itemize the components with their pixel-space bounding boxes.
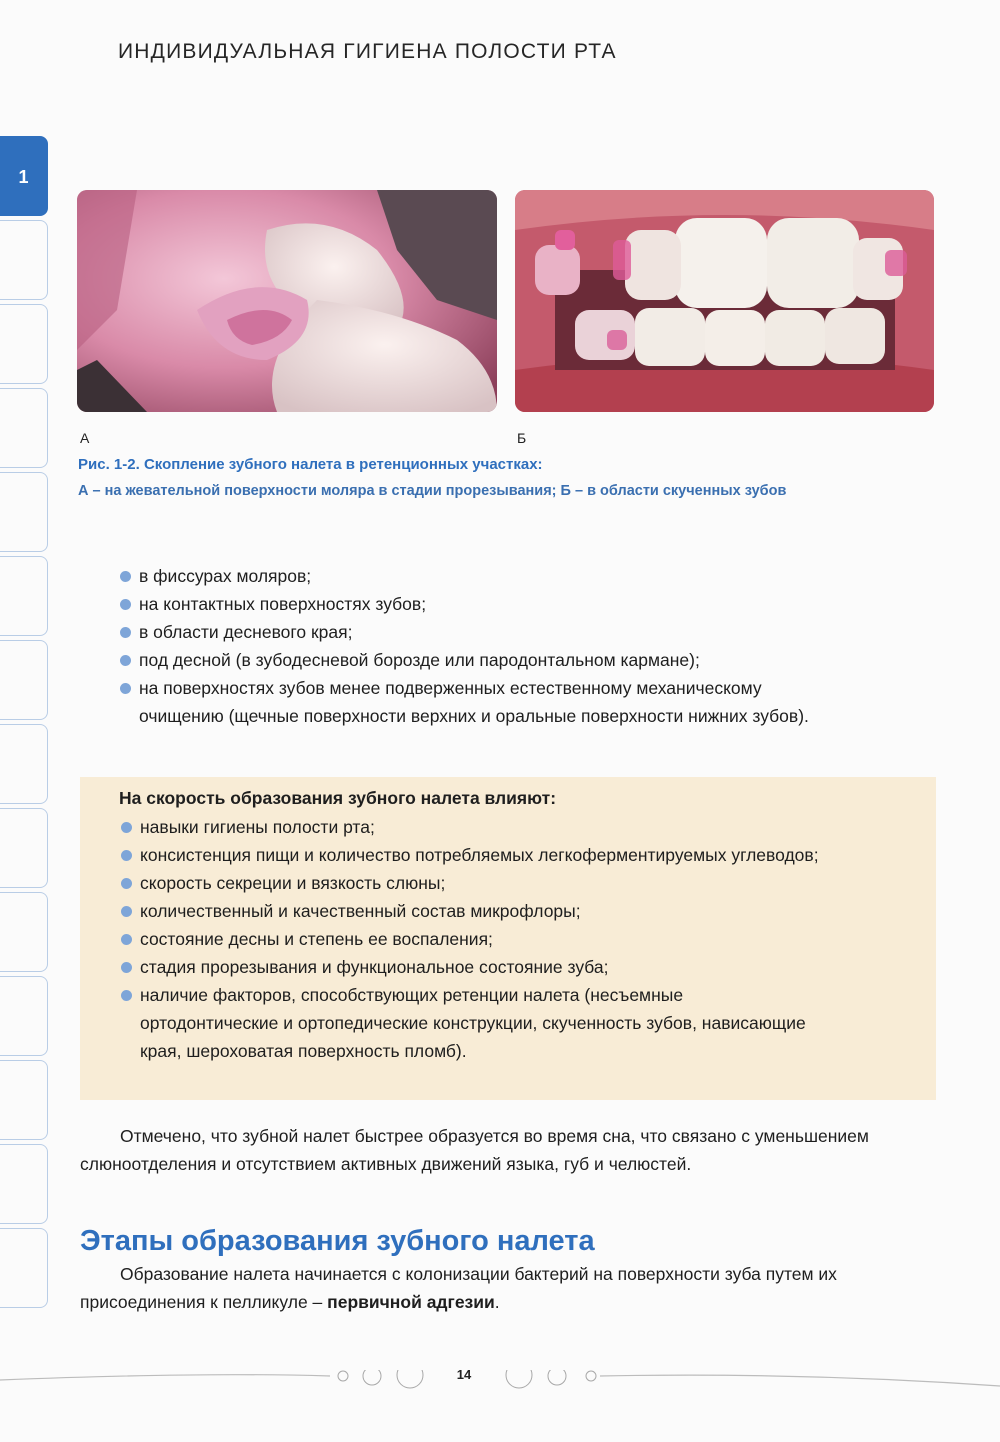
bullet-icon <box>121 850 132 861</box>
bullet-icon <box>121 822 132 833</box>
list-item: наличие факторов, способствующих ретенции налета (несъемные ортодонтические и ортопедические конструкции, скученность зубов, нависающие края, шероховатая поверхность пломб). <box>121 981 821 1065</box>
list-item: на контактных поверхностях зубов; <box>120 590 840 618</box>
chapter-tab[interactable] <box>0 556 48 636</box>
header-title: ИНДИВИДУАЛЬНАЯ ГИГИЕНА ПОЛОСТИ РТА <box>118 40 617 63</box>
factors-list <box>121 813 821 1065</box>
chapter-tab[interactable] <box>0 892 48 972</box>
list-item: под десной (в зубодесневой борозде или пародонтальном кармане); <box>120 646 840 674</box>
figure-number: Рис. 1-2. <box>78 456 140 473</box>
retention-sites-list <box>120 562 840 730</box>
chapter-tab[interactable] <box>0 808 48 888</box>
chapter-tab[interactable] <box>0 976 48 1056</box>
bullet-icon <box>121 990 132 1001</box>
photo-label-a: А <box>80 430 90 446</box>
chapter-tab[interactable] <box>0 1144 48 1224</box>
list-item: консистенция пищи и количество потребляемых легкоферментируемых углеводов; <box>121 841 821 869</box>
figure-caption-text: А – на жевательной поверхности моляра в стадии прорезывания; Б – в области скученных зубов <box>78 483 787 499</box>
bullet-icon <box>120 599 131 610</box>
bullet-icon <box>120 627 131 638</box>
section-title: Этапы образования зубного налета <box>80 1225 595 1257</box>
photo-crowded-teeth-plaque <box>515 190 934 412</box>
paragraph-stages: Образование налета начинается с колонизации бактерий на поверхности зуба путем их присоединения к пелликуле – первичной адгезии. <box>80 1264 837 1312</box>
factors-heading: На скорость образования зубного налета влияют: <box>119 788 557 808</box>
chapter-tab[interactable] <box>0 220 48 300</box>
bullet-icon <box>120 683 131 694</box>
bullet-icon <box>121 934 132 945</box>
list-item: состояние десны и степень ее воспаления; <box>121 925 821 953</box>
bullet-icon <box>121 962 132 973</box>
chapter-tab[interactable] <box>0 1228 48 1308</box>
bullet-icon <box>121 878 132 889</box>
bullet-icon <box>120 571 131 582</box>
photo-label-b: Б <box>517 430 527 446</box>
chapter-tab-active[interactable]: 1 <box>0 136 48 216</box>
chapter-tab[interactable] <box>0 304 48 384</box>
chapter-tab[interactable] <box>0 640 48 720</box>
figure-caption-title <box>78 456 543 473</box>
page-number: 14 <box>456 1367 472 1382</box>
list-item: количественный и качественный состав микрофлоры; <box>121 897 821 925</box>
chapter-tab[interactable] <box>0 472 48 552</box>
footer-decoration <box>0 1370 1000 1400</box>
list-item: стадия прорезывания и функциональное состояние зуба; <box>121 953 821 981</box>
chapter-tab[interactable] <box>0 1060 48 1140</box>
list-item: в фиссурах моляров; <box>120 562 840 590</box>
chapter-tab[interactable] <box>0 724 48 804</box>
bullet-icon <box>121 906 132 917</box>
photo-molar-plaque <box>77 190 497 412</box>
bullet-icon <box>120 655 131 666</box>
figure-title: Скопление зубного налета в ретенционных участках: <box>143 456 543 473</box>
list-item: навыки гигиены полости рта; <box>121 813 821 841</box>
paragraph-sleep: Отмечено, что зубной налет быстрее образуется во время сна, что связано с уменьшением слюноотделения и отсутствием активных движений языка, губ и челюстей. <box>80 1126 869 1174</box>
term-primary-adhesion: первичной адгезии <box>327 1292 495 1312</box>
list-item: скорость секреции и вязкость слюны; <box>121 869 821 897</box>
list-item: на поверхностях зубов менее подверженных естественному механическому очищению (щечные поверхности верхних и оральные поверхности нижних зубов). <box>120 674 840 730</box>
chapter-tab[interactable] <box>0 388 48 468</box>
list-item: в области десневого края; <box>120 618 840 646</box>
